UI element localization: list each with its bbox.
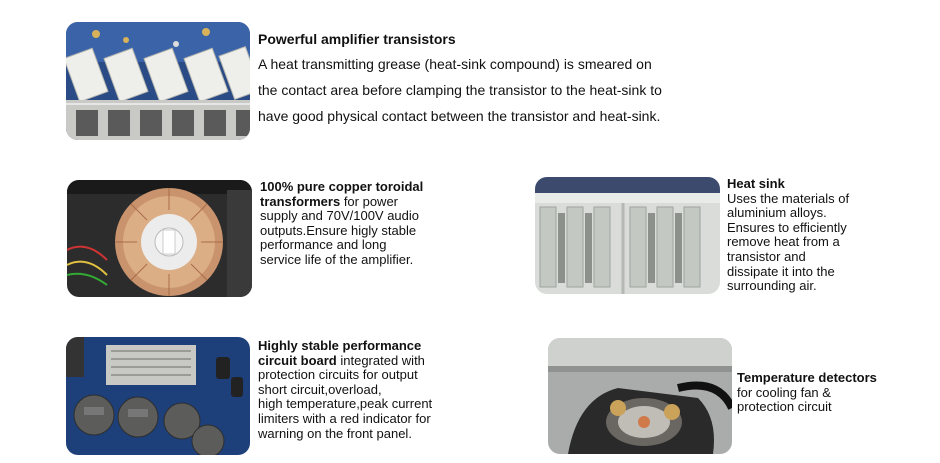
circuit-line <box>258 354 483 369</box>
toroidal-body-line: service life of the amplifier. <box>260 251 414 267</box>
circuit-body-line: integrated with <box>336 352 425 368</box>
heatsink-body-line: aluminium alloys. <box>727 205 827 221</box>
temperature-title: Temperature detectors <box>737 370 877 385</box>
heatsink-body-line: Uses the materials of <box>727 190 850 206</box>
toroidal-title-line: 100% pure copper toroidal <box>260 179 424 194</box>
heatsink-title: Heat sink <box>727 176 785 191</box>
heatsink-body-line: dissipate it into the <box>727 263 835 279</box>
toroidal-body-line: performance and long <box>260 237 387 253</box>
transistors-section <box>258 32 698 129</box>
toroidal-title-line: transformers <box>260 193 341 209</box>
temperature-photo <box>548 338 732 454</box>
toroidal-section <box>260 180 475 268</box>
temperature-body-line: for cooling fan & <box>737 384 831 400</box>
temperature-body-line: protection circuit <box>737 399 832 415</box>
toroidal-line <box>260 180 475 195</box>
heatsink-body-line: transistor and <box>727 248 806 264</box>
toroidal-body-line: outputs.Ensure higly stable <box>260 222 417 238</box>
circuit-body-line: short circuit,overload, <box>258 381 382 397</box>
circuit-body-line: protection circuits for output <box>258 367 418 383</box>
toroidal-body-line: supply and 70V/100V audio <box>260 208 420 224</box>
temperature-image <box>548 338 732 454</box>
circuit-image <box>66 337 250 455</box>
circuit-title-line: Highly stable performance <box>258 338 422 353</box>
heatsink-body-line: remove heat from a <box>727 234 840 250</box>
heatsink-section <box>727 177 897 294</box>
transistors-line: have good physical contact between the transistor and heat-sink. <box>258 107 661 124</box>
circuit-body-line: high temperature,peak current <box>258 396 433 412</box>
heatsink-photo <box>535 177 720 294</box>
toroidal-image <box>67 180 252 297</box>
toroidal-line <box>260 195 475 210</box>
toroidal-body-line: for power <box>340 193 399 209</box>
transistors-line: the contact area before clamping the transistor to the heat-sink to <box>258 81 662 98</box>
transistors-photo <box>66 22 250 140</box>
transistors-body <box>258 51 698 129</box>
circuit-photo <box>66 337 250 455</box>
circuit-body-line: limiters with a red indicator for <box>258 410 431 426</box>
heatsink-body-line: Ensures to efficiently <box>727 219 847 235</box>
heatsink-image <box>535 177 720 294</box>
toroidal-photo <box>67 180 252 297</box>
heatsink-body-line: surrounding air. <box>727 278 817 294</box>
circuit-title-line: circuit board <box>258 352 337 368</box>
transistors-line: A heat transmitting grease (heat-sink compound) is smeared on <box>258 55 652 72</box>
circuit-line <box>258 339 483 354</box>
transistors-title: Powerful amplifier transistors <box>258 31 456 47</box>
circuit-section <box>258 339 483 441</box>
circuit-body-line: warning on the front panel. <box>258 425 412 441</box>
temperature-section <box>737 371 912 415</box>
transistors-image <box>66 22 250 140</box>
